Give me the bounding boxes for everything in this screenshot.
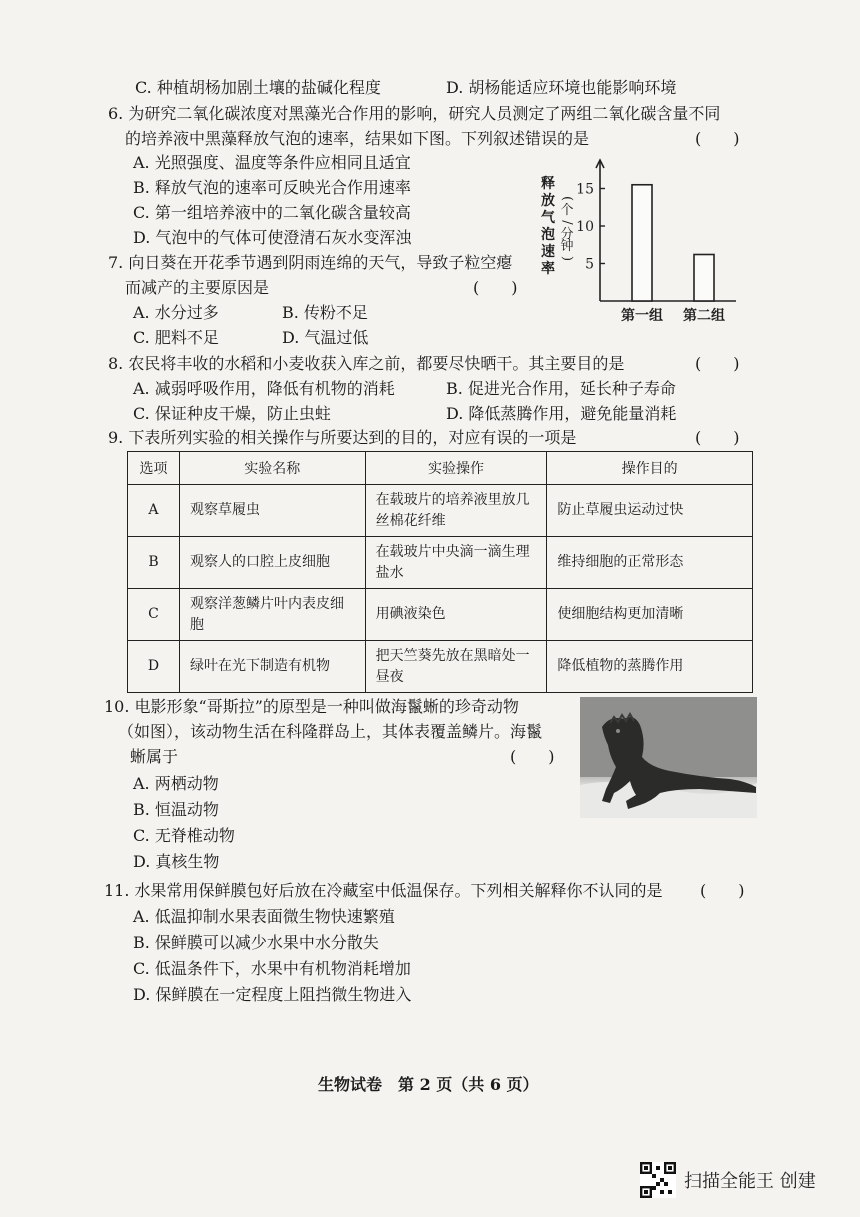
- q11-option-a: A. 低温抑制水果表面微生物快速繁殖: [133, 907, 395, 926]
- q11-answer-paren: ( ): [700, 881, 745, 900]
- q10-answer-paren: ( ): [510, 747, 555, 766]
- q7-stem-1: 7. 向日葵在开花季节遇到阴雨连绵的天气，导致子粒空瘪: [108, 253, 513, 272]
- table-cell: 观察洋葱鳞片叶内表皮细胞: [179, 589, 365, 641]
- q11-option-c: C. 低温条件下，水果中有机物消耗增加: [133, 959, 411, 978]
- marine-iguana-photo: [580, 697, 757, 818]
- scanner-watermark: [640, 1162, 816, 1198]
- q9-stem: 9. 下表所列实验的相关操作与所要达到的目的，对应有误的一项是: [108, 428, 577, 447]
- y-tick-label: 5: [585, 256, 594, 273]
- q11-stem: 11. 水果常用保鲜膜包好后放在冷藏室中低温保存。下列相关解释你不认同的是: [104, 881, 663, 900]
- x-category-label: 第二组: [683, 308, 725, 324]
- q8-option-d: D. 降低蒸腾作用，避免能量消耗: [446, 404, 677, 423]
- q8-answer-paren: ( ): [695, 354, 740, 373]
- page-footer: 生物试卷 第 2 页（共 6 页）: [318, 1075, 539, 1094]
- q5-option-d: D. 胡杨能适应环境也能影响环境: [446, 78, 677, 97]
- y-unit-char: 个: [560, 203, 574, 218]
- table-cell: 维持细胞的正常形态: [547, 537, 753, 589]
- table-header-cell: 实验名称: [179, 452, 365, 485]
- table-header-row: [128, 452, 753, 485]
- chart-plot: [536, 150, 746, 326]
- table-header-cell: 实验操作: [365, 452, 547, 485]
- q10-stem-1: 10. 电影形象“哥斯拉”的原型是一种叫做海鬣蜥的珍奇动物: [104, 697, 519, 716]
- table-cell: 降低植物的蒸腾作用: [547, 641, 753, 693]
- q6-option-a: A. 光照强度、温度等条件应相同且适宜: [133, 153, 411, 172]
- y-unit-char: 分: [560, 227, 574, 242]
- q6-option-b: B. 释放气泡的速率可反映光合作用速率: [133, 178, 411, 197]
- q10-option-c: C. 无脊椎动物: [133, 826, 235, 845]
- y-label-char: 泡: [541, 227, 555, 243]
- table-cell: 使细胞结构更加清晰: [547, 589, 753, 641]
- table-header-cell: 操作目的: [547, 452, 753, 485]
- table-cell: D: [128, 641, 180, 693]
- q8-option-c: C. 保证种皮干燥，防止虫蛀: [133, 404, 331, 423]
- q10-stem-3: 蜥属于: [130, 747, 179, 766]
- q9-answer-paren: ( ): [695, 428, 740, 447]
- table-cell: B: [128, 537, 180, 589]
- q7-answer-paren: ( ): [473, 278, 518, 297]
- y-tick-label: 10: [576, 219, 594, 235]
- q10-option-d: D. 真核生物: [133, 852, 220, 871]
- table-row: [128, 589, 753, 641]
- bar: [632, 185, 652, 301]
- table-row: [128, 485, 753, 537]
- q6-option-d: D. 气泡中的气体可使澄清石灰水变浑浊: [133, 228, 412, 247]
- q10-option-b: B. 恒温动物: [133, 800, 219, 819]
- q7-option-a: A. 水分过多: [133, 303, 219, 322]
- watermark-text: 扫描全能王 创建: [684, 1171, 816, 1192]
- y-label-char: 速: [541, 244, 555, 260]
- q6-answer-paren: ( ): [695, 129, 740, 148]
- y-label-char: 释: [541, 176, 555, 192]
- table-header-cell: 选项: [128, 452, 180, 485]
- table-cell: 用碘液染色: [365, 589, 547, 641]
- q10-stem-2: （如图），该动物生活在科隆群岛上，其体表覆盖鳞片。海鬣: [118, 722, 543, 741]
- table-cell: C: [128, 589, 180, 641]
- q10-option-a: A. 两栖动物: [133, 774, 219, 793]
- y-unit-char: 钟: [560, 239, 574, 254]
- y-unit-char: ): [559, 255, 575, 262]
- table-cell: 防止草履虫运动过快: [547, 485, 753, 537]
- experiment-table: [127, 451, 753, 693]
- y-label-char: 放: [541, 193, 555, 209]
- q8-option-b: B. 促进光合作用，延长种子寿命: [446, 379, 676, 398]
- table-cell: 观察人的口腔上皮细胞: [179, 537, 365, 589]
- q11-option-d: D. 保鲜膜在一定程度上阻挡微生物进入: [133, 985, 412, 1004]
- y-label-char: 率: [541, 261, 555, 277]
- q6-option-c: C. 第一组培养液中的二氧化碳含量较高: [133, 203, 411, 222]
- table-cell: 把天竺葵先放在黑暗处一昼夜: [365, 641, 547, 693]
- table-cell: 在载玻片中央滴一滴生理盐水: [365, 537, 547, 589]
- table-row: [128, 641, 753, 693]
- table-row: [128, 537, 753, 589]
- q5-option-c: C. 种植胡杨加剧土壤的盐碱化程度: [135, 78, 381, 97]
- qr-code-icon: [640, 1162, 676, 1198]
- q7-option-d: D. 气温过低: [282, 328, 369, 347]
- q8-stem: 8. 农民将丰收的水稻和小麦收获入库之前，都要尽快晒干。其主要目的是: [108, 354, 625, 373]
- q6-stem-1: 6. 为研究二氧化碳浓度对黑藻光合作用的影响，研究人员测定了两组二氧化碳含量不同: [108, 104, 721, 123]
- x-category-label: 第一组: [621, 308, 663, 324]
- q6-stem-2: 的培养液中黑藻释放气泡的速率，结果如下图。下列叙述错误的是: [125, 129, 590, 148]
- y-tick-label: 15: [576, 181, 594, 198]
- y-label-char: 气: [541, 210, 555, 226]
- table-cell: 在载玻片的培养液里放几丝棉花纤维: [365, 485, 547, 537]
- y-unit-char: /: [559, 220, 575, 225]
- q8-option-a: A. 减弱呼吸作用，降低有机物的消耗: [133, 379, 395, 398]
- y-unit-char: (: [559, 195, 575, 202]
- table-cell: 观察草履虫: [179, 485, 365, 537]
- q7-option-c: C. 肥料不足: [133, 328, 219, 347]
- bubble-rate-bar-chart: [536, 150, 746, 326]
- table-cell: 绿叶在光下制造有机物: [179, 641, 365, 693]
- q11-option-b: B. 保鲜膜可以减少水果中水分散失: [133, 933, 379, 952]
- q7-stem-2: 而减产的主要原因是: [125, 278, 270, 297]
- table-cell: A: [128, 485, 180, 537]
- bar: [694, 255, 714, 302]
- q7-option-b: B. 传粉不足: [282, 303, 368, 322]
